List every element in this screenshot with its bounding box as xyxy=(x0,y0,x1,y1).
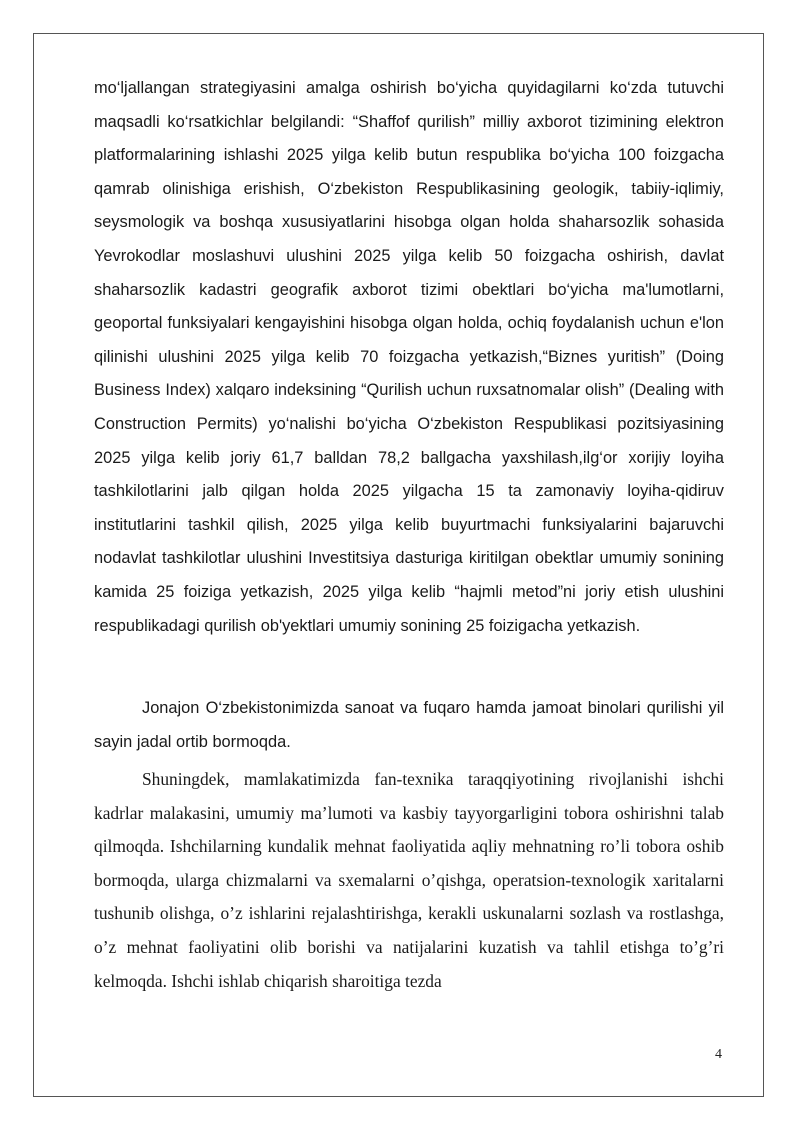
paragraph-targets: mo‘ljallangan strategiyasini amalga oshirish bo‘yicha quyidagilarni ko‘zda tutuvchi maqsadli ko‘rsatkichlar belgilandi: “Shaffof qurilish” milliy axborot tizimining elektron platformalarining ishlashi 2025 yilga kelib butun respublika bo‘yicha 100 foizgacha qamrab olinishiga erishish, O‘zbekiston Respublikasining geologik, tabiiy-iqlimiy, seysmologik va boshqa xususiyatlarini hisobga olgan holda shaharsozlik sohasida Yevrokodlar moslashuvi ulushini 2025 yilga kelib 50 foizgacha oshirish, davlat shaharsozlik kadastri geografik axborot tizimi obektlari bo‘yicha ma'lumotlarni, geoportal funksiyalari kengayishini hisobga olgan holda, ochiq foydalanish uchun e'lon qilinishi ulushini 2025 yilga kelib 70 foizgacha yetkazish,“Biznes yuritish” (Doing Business Index) xalqaro indeksining “Qurilish uchun ruxsatnomalar olish” (Dealing with Construction Permits) yo‘nalishi bo‘yicha O‘zbekiston Respublikasi pozitsiyasining 2025 yilga kelib joriy 61,7 balldan 78,2 ballgacha yaxshilash,ilg‘or xorijiy loyiha tashkilotlarini jalb qilgan holda 2025 yilgacha 15 ta zamonaviy loyiha-qidiruv institutlarini tashkil qilish, 2025 yilga kelib buyurtmachi funksiyalarini bajaruvchi nodavlat tashkilotlar ulushini Investitsiya dasturiga kiritilgan obektlar umumiy sonining kamida 25 foiziga yetkazish, 2025 yilga kelib “hajmli metod”ni joriy etish ulushini respublikadagi qurilish ob'yektlari umumiy sonining 25 foizigacha yetkazish. xyxy=(94,79,724,635)
page-number: 4 xyxy=(715,1047,722,1062)
paragraph-construction-growth: Jonajon O‘zbekistonimizda sanoat va fuqaro hamda jamoat binolari qurilishi yil sayin jadal ortib bormoqda. xyxy=(94,699,724,751)
paragraph-workforce: Shuningdek, mamlakatimizda fan-texnika taraqqiyotining rivojlanishi ishchi kadrlar malakasini, umumiy ma’lumoti va kasbiy tayyorgarligini tobora oshirishni talab qilmoqda. Ishchilarning kundalik mehnat faoliyatida aqliy mehnatning ro’li tobora oshib bormoqda, ularga chizmalarni va sxemalarni o’qishga, operatsion-texnologik xaritalarni tushunib olishga, o’z ishlarini rejalashtirishga, kerakli uskunalarni sozlash va rostlashga, o’z mehnat faoliyatini olib borishi va natijalarini kuzatish va tahlil etishga to’g’ri kelmoqda. Ishchi ishlab chiqarish sharoitiga tezda xyxy=(94,769,724,991)
